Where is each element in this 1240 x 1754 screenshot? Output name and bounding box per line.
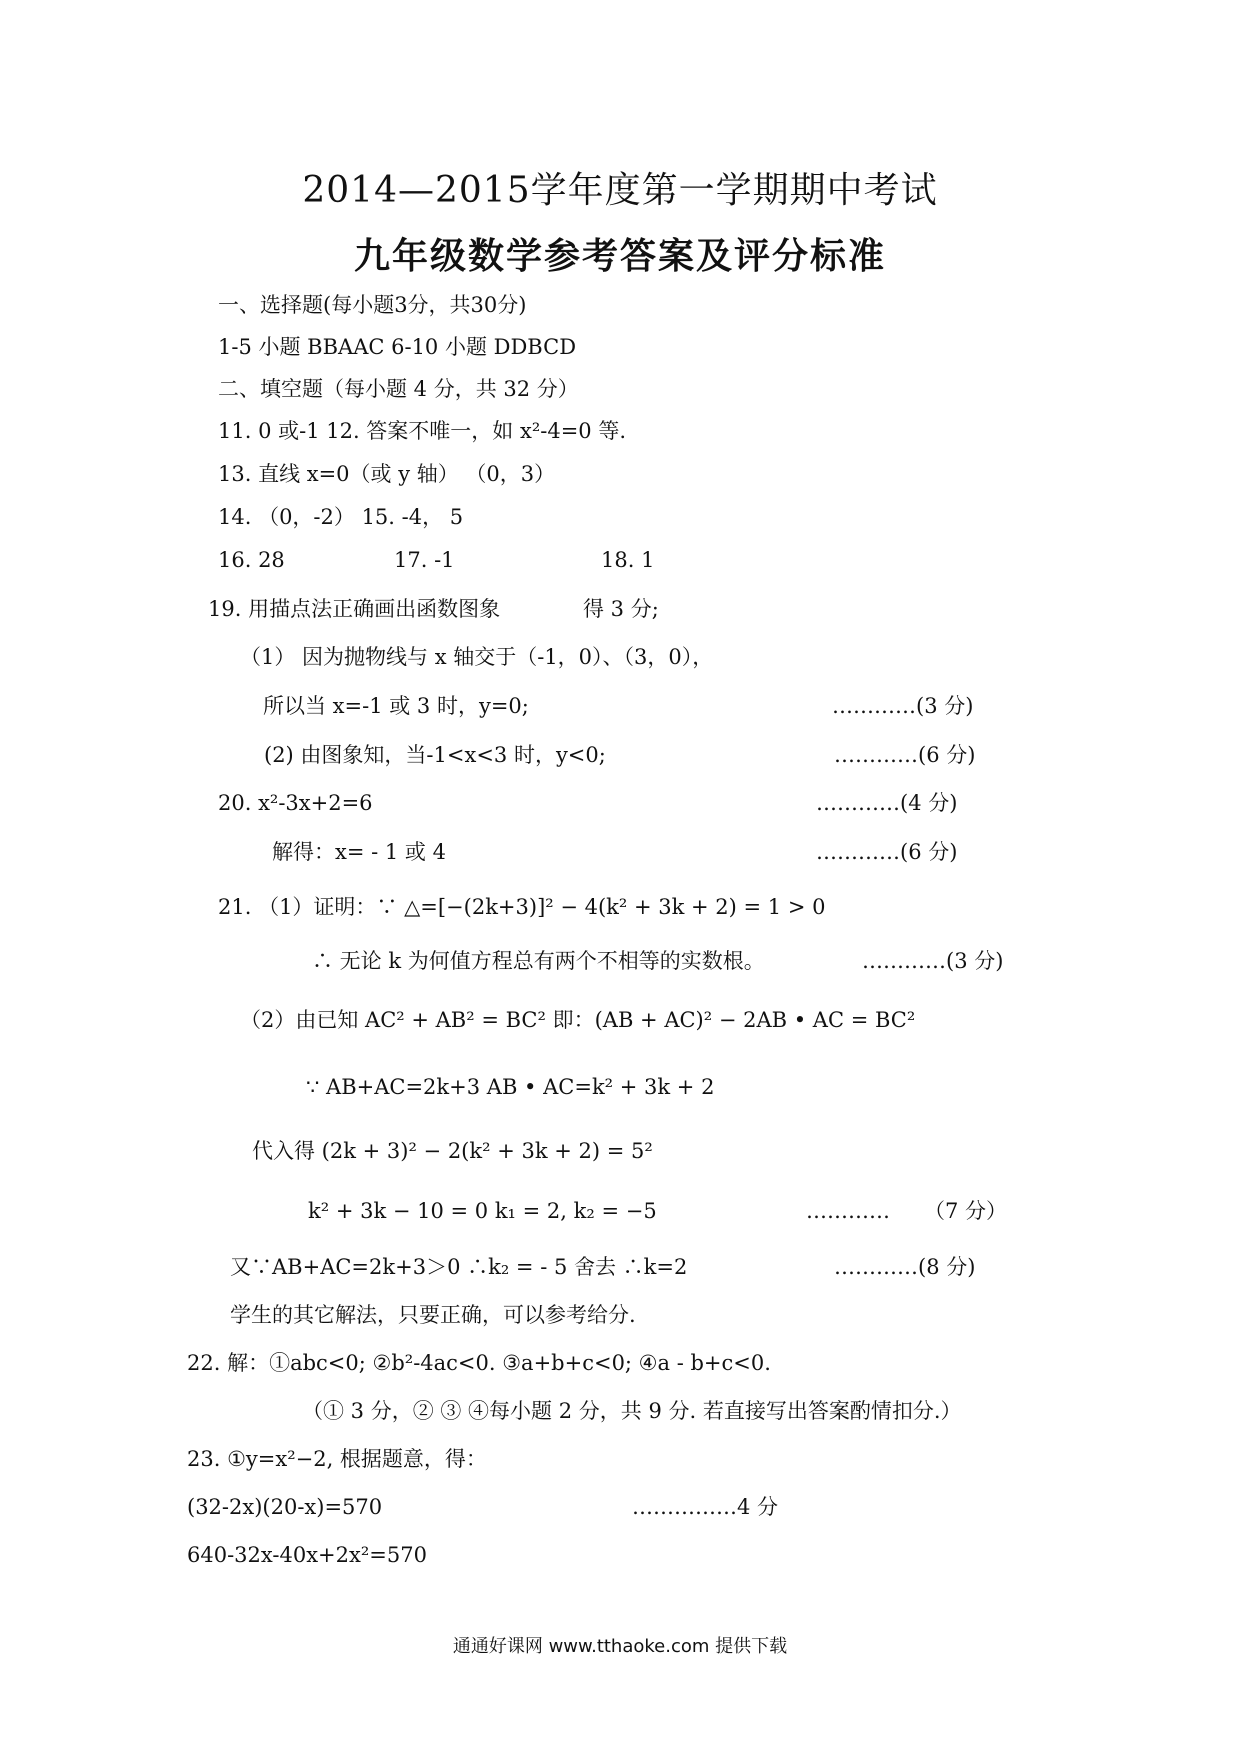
q19-part1: （1） 因为抛物线与 x 轴交于（-1，0）、（3，0）， <box>240 645 714 669</box>
section1-answers: 1-5 小题 BBAAC 6-10 小题 DDBCD <box>218 335 577 359</box>
q19-part2-score: …………(6 分) <box>834 743 976 767</box>
q21-note: 学生的其它解法，只要正确，可以参考给分. <box>230 1303 636 1327</box>
q20-solution: 解得：x= - 1 或 4 <box>272 840 446 864</box>
answer-q11-q12: 11. 0 或-1 12. 答案不唯一，如 x²-4=0 等. <box>218 419 627 443</box>
q21-part2-substitute: 代入得 (2k + 3)² − 2(k² + 3k + 2) = 5² <box>252 1139 653 1163</box>
q22-answers: 22. 解：①abc<0; ②b²-4ac<0. ③a+b+c<0; ④a - b+c<0. <box>187 1351 771 1375</box>
q19-intro: 19. 用描点法正确画出函数图象 <box>208 597 501 621</box>
answer-q14-q15: 14. （0，-2） 15. -4， 5 <box>218 505 464 529</box>
q21-part2-dots: ………… <box>806 1199 890 1223</box>
q19-part1-score: …………(3 分) <box>832 694 974 718</box>
section2-heading: 二、填空题（每小题 4 分，共 32 分） <box>218 377 579 401</box>
q19-intro-score: 得 3 分; <box>583 597 659 621</box>
q21-part2-score7: （7 分） <box>924 1199 1008 1223</box>
answer-q16: 16. 28 <box>218 548 285 572</box>
q23-equation-score: ……………4 分 <box>632 1495 779 1519</box>
q21-part1-proof: 21. （1）证明：∵ △=[−(2k+3)]² − 4(k² + 3k + 2) = 1 > 0 <box>218 895 826 919</box>
q23-equation: (32-2x)(20-x)=570 <box>187 1495 383 1519</box>
footer-source: 通通好课网 www.tthaoke.com 提供下载 <box>452 1636 788 1657</box>
exam-subtitle: 九年级数学参考答案及评分标准 <box>353 235 886 277</box>
section1-heading: 一、选择题(每小题3分，共30分) <box>218 293 527 317</box>
q20-solution-score: …………(6 分) <box>816 840 958 864</box>
answer-q17: 17. -1 <box>394 548 455 572</box>
q23-part1: 23. ①y=x²−2, 根据题意，得： <box>187 1447 487 1471</box>
q21-part1-score: …………(3 分) <box>862 949 1004 973</box>
answer-q18: 18. 1 <box>601 548 655 572</box>
answer-q13: 13. 直线 x=0（或 y 轴） （0，3） <box>218 462 556 486</box>
q21-part1-conclusion: ∴ 无论 k 为何值方程总有两个不相等的实数根。 <box>312 949 765 973</box>
q20-equation-score: …………(4 分) <box>816 791 958 815</box>
q21-part2-because: ∵ AB+AC=2k+3 AB • AC=k² + 3k + 2 <box>306 1075 715 1099</box>
q22-note: （① 3 分，② ③ ④每小题 2 分，共 9 分. 若直接写出答案酌情扣分.） <box>302 1399 962 1423</box>
q20-equation: 20. x²-3x+2=6 <box>218 791 373 815</box>
q23-expand: 640-32x-40x+2x²=570 <box>187 1543 427 1567</box>
q21-part2-solve: k² + 3k − 10 = 0 k₁ = 2, k₂ = −5 <box>308 1199 657 1223</box>
q19-part1-conclusion: 所以当 x=-1 或 3 时，y=0; <box>263 694 529 718</box>
q21-part2-final: 又∵AB+AC=2k+3＞0 ∴k₂ = - 5 舍去 ∴k=2 <box>230 1255 688 1279</box>
q21-part2-given: （2）由已知 AC² + AB² = BC² 即：(AB + AC)² − 2AB • AC = BC² <box>240 1008 916 1032</box>
q19-part2: (2) 由图象知，当-1<x<3 时，y<0; <box>264 743 606 767</box>
q21-part2-score8: …………(8 分) <box>834 1255 976 1279</box>
exam-title: 2014—2015学年度第一学期期中考试 <box>302 170 938 211</box>
